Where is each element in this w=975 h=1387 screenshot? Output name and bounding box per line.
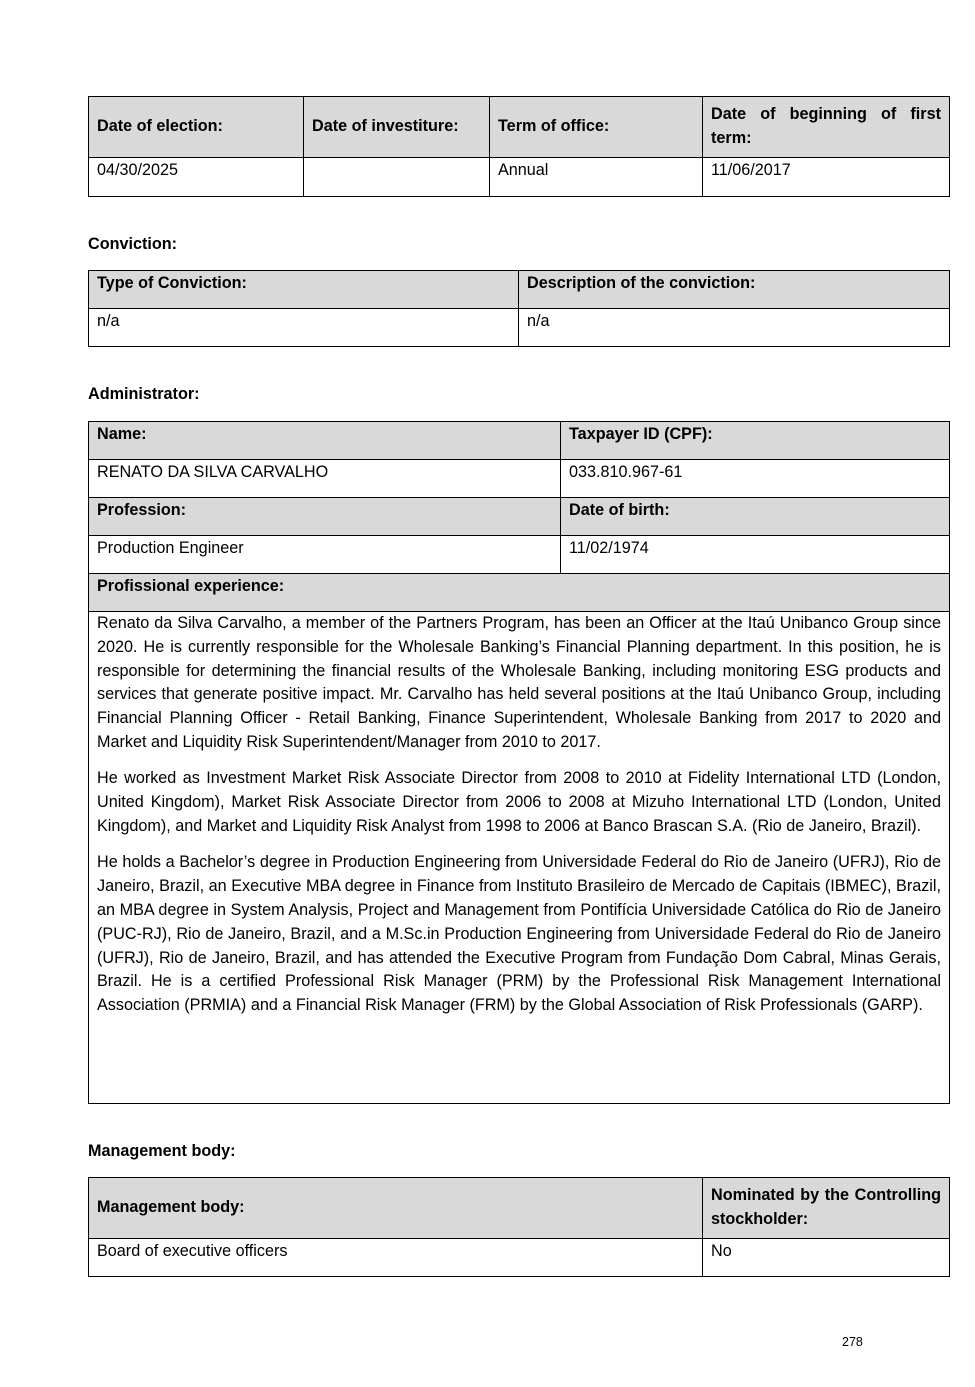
term-table-row xyxy=(89,158,950,197)
nominated-value: No xyxy=(703,1239,950,1277)
administrator-profession: Production Engineer xyxy=(89,536,561,574)
management-body-header-row xyxy=(89,1178,950,1239)
date-of-investiture-header: Date of investiture: xyxy=(304,97,490,158)
experience-label: Profissional experience: xyxy=(89,574,950,612)
administrator-title: Administrator: xyxy=(88,385,200,403)
date-of-investiture-value xyxy=(304,158,490,197)
name-label: Name: xyxy=(89,422,561,460)
date-of-election-header: Date of election: xyxy=(89,97,304,158)
experience-row xyxy=(89,612,950,1104)
administrator-profession-header-row xyxy=(89,498,950,536)
administrator-cpf: 033.810.967-61 xyxy=(561,460,950,498)
profession-label: Profession: xyxy=(89,498,561,536)
experience-header-row xyxy=(89,574,950,612)
administrator-dob: 11/02/1974 xyxy=(561,536,950,574)
conviction-table xyxy=(88,270,950,347)
experience-cell xyxy=(89,612,950,1104)
management-body-row xyxy=(89,1239,950,1277)
experience-paragraph-2: He worked as Investment Market Risk Associate Director from 2008 to 2010 at Fidelity International LTD (London, United Kingdom), Market Risk Associate Director from 2006 to 2008 at Mizuho International LTD (London, United Kingdom), and Market and Liquidity Risk Analyst from 1998 to 2006 at Banco Brascan S.A. (Rio de Janeiro, Brazil). xyxy=(97,769,941,835)
cpf-label: Taxpayer ID (CPF): xyxy=(561,422,950,460)
term-of-office-value: Annual xyxy=(490,158,703,197)
conviction-type-value: n/a xyxy=(89,309,519,347)
conviction-type-header: Type of Conviction: xyxy=(89,271,519,309)
conviction-row xyxy=(89,309,950,347)
conviction-description-header: Description of the conviction: xyxy=(519,271,950,309)
conviction-description-value: n/a xyxy=(519,309,950,347)
administrator-profession-row xyxy=(89,536,950,574)
term-table-header-row xyxy=(89,97,950,158)
management-body-table xyxy=(88,1177,950,1277)
term-table xyxy=(88,96,950,197)
first-term-header: Date of beginning of first term: xyxy=(703,97,950,158)
date-of-election-value: 04/30/2025 xyxy=(89,158,304,197)
administrator-table xyxy=(88,421,950,1104)
management-body-value: Board of executive officers xyxy=(89,1239,703,1277)
administrator-name-row xyxy=(89,460,950,498)
conviction-header-row xyxy=(89,271,950,309)
nominated-header: Nominated by the Controlling stockholder: xyxy=(703,1178,950,1239)
experience-paragraph-1: Renato da Silva Carvalho, a member of the Partners Program, has been an Officer at the Itaú Unibanco Group since 2020. He is currently responsible for the Wholesale Banking’s Financial Planning department. In this position, he is responsible for determining the financial results of the Wholesale Banking, including monitoring ESG products and services that generate positive impact. Mr. Carvalho has held several positions at the Itaú Unibanco Group, including Financial Planning Officer - Retail Banking, Finance Superintendent, Wholesale Banking from 2017 to 2020 and Market and Liquidity Risk Superintendent/Manager from 2010 to 2017. xyxy=(97,614,941,751)
management-body-title: Management body: xyxy=(88,1142,236,1160)
experience-paragraph-3: He holds a Bachelor’s degree in Production Engineering from Universidade Federal do Rio de Janeiro (UFRJ), Rio de Janeiro, Brazil, an Executive MBA degree in Finance from Instituto Brasileiro de Mercado de Capitais (IBMEC), Brazil, an MBA degree in System Analysis, Project and Management from Pontifícia Universidade Católica do Rio de Janeiro (PUC-RJ), Rio de Janeiro, Brazil, and a M.Sc.in Production Engineering from Universidade Federal do Rio de Janeiro (UFRJ), Rio de Janeiro, Brazil, and has attended the Executive Program from Fundação Dom Cabral, Minas Gerais, Brazil. He is a certified Professional Risk Manager (PRM) by the Professional Risk Management International Association (PRMIA) and a Financial Risk Manager (FRM) by the Global Association of Risk Professionals (GARP). xyxy=(97,853,941,1015)
page-number: 278 xyxy=(842,1335,863,1349)
conviction-title: Conviction: xyxy=(88,235,178,253)
first-term-value: 11/06/2017 xyxy=(703,158,950,197)
administrator-name-header-row xyxy=(89,422,950,460)
term-of-office-header: Term of office: xyxy=(490,97,703,158)
administrator-name: RENATO DA SILVA CARVALHO xyxy=(89,460,561,498)
dob-label: Date of birth: xyxy=(561,498,950,536)
management-body-header: Management body: xyxy=(89,1178,703,1239)
